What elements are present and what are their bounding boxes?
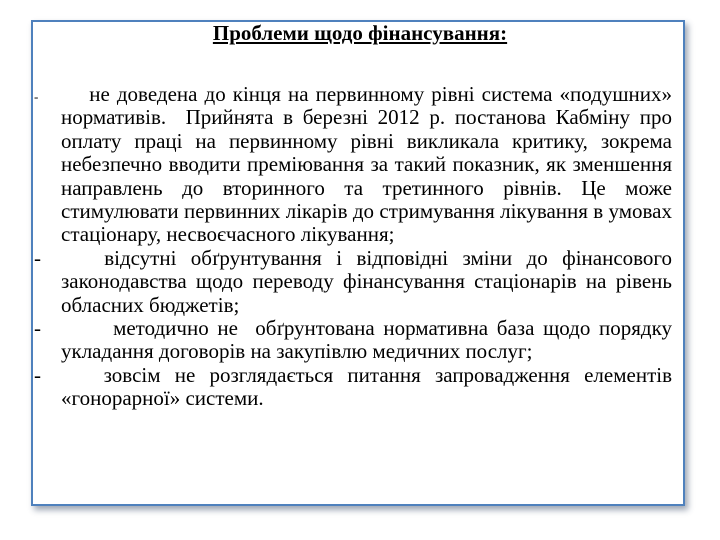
dash-bullet: - [34, 362, 41, 387]
list-item [34, 245, 678, 317]
list-item [34, 82, 678, 247]
list-item-text: не доведена до кінця на первинному рівні система «подушних» нормативів. Прийнята в березні 2012 р. постанова Кабміну про оплату праці на первинному рівні викликала критику, зокрема небезпечно вводити преміювання за такий показник, як зменшення направлень до вторинного та третинного рівнів. Це може стимулювати первинних лікарів до стримування лікування в умовах стаціонару, несвоєчасного лікування; [61, 82, 678, 247]
dash-bullet: - [34, 316, 41, 341]
dash-bullet: - [34, 89, 39, 104]
list-item [34, 362, 678, 411]
dash-bullet: - [34, 245, 41, 270]
problems-list [34, 82, 678, 411]
list-item-text: зовсім не розглядається питання запровадження елементів «гонорарної» системи. [61, 362, 678, 411]
list-item-text: методично не обґрунтована нормативна база щодо порядку укладання договорів на закупівлю медичних послуг; [61, 316, 678, 364]
slide-title: Проблеми щодо фінансування: [212, 21, 508, 45]
list-item [34, 316, 678, 364]
list-item-text: відсутні обґрунтування і відповідні зміни до фінансового законодавства щодо переводу фінансування стаціонарів на рівень обласних бюджетів; [61, 245, 678, 317]
